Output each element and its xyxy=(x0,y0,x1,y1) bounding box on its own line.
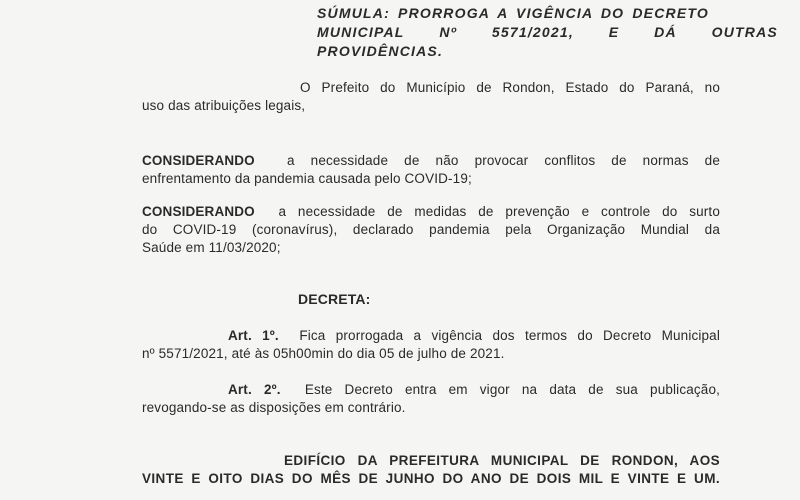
considerando-2-keyword: CONSIDERANDO xyxy=(142,204,255,219)
sumula-word-number: 5571/2021, xyxy=(491,24,574,40)
sumula-text-3: PROVIDÊNCIAS. xyxy=(317,43,444,59)
considerando-2-text-2: do COVID-19 (coronavírus), declarado pandemia pela Organização Mundial da xyxy=(142,222,720,237)
sumula-line-1 xyxy=(317,4,709,23)
considerando-1-line-2 xyxy=(142,170,472,188)
art-2-text-1: Este Decreto entra em vigor na data de sua publicação, xyxy=(304,382,720,397)
sumula-line-3 xyxy=(317,42,443,61)
art-1-text-1: Fica prorrogada a vigência dos termos do Decreto Municipal xyxy=(299,328,720,343)
sumula-word-no: Nº xyxy=(439,24,458,40)
considerando-1-line-1 xyxy=(142,152,720,170)
footer-line-2 xyxy=(142,471,720,486)
sumula-line-2 xyxy=(317,23,778,42)
art-2-line-2 xyxy=(142,399,406,417)
considerando-2-line-3 xyxy=(142,239,281,257)
considerando-1-text-2: enfrentamento da pandemia causada pelo COVID-19; xyxy=(142,171,472,186)
preamble-line-2 xyxy=(142,97,305,115)
preamble-text-1: O Prefeito do Município de Rondon, Estado do Paraná, no xyxy=(300,80,720,95)
footer-text-1: EDIFÍCIO DA PREFEITURA MUNICIPAL DE RONDON, AOS xyxy=(284,453,720,468)
considerando-2-line-2 xyxy=(142,221,720,239)
considerando-2-line-1 xyxy=(142,203,720,221)
art-2-line-1 xyxy=(228,381,720,399)
art-1-label: Art. 1º. xyxy=(228,328,279,343)
art-1-line-2 xyxy=(142,345,505,363)
decreta-heading xyxy=(298,290,371,308)
sumula-word-e: E xyxy=(608,24,620,40)
sumula-word-municipal: MUNICIPAL xyxy=(317,24,405,40)
sumula-word-da: DÁ xyxy=(654,24,677,40)
preamble-text-2: uso das atribuições legais, xyxy=(142,98,306,113)
decreta-text: DECRETA: xyxy=(298,291,371,307)
art-1-text-2: nº 5571/2021, até às 05h00min do dia 05 de julho de 2021. xyxy=(142,346,505,361)
sumula-text-1: PRORROGA A VIGÊNCIA DO DECRETO xyxy=(398,5,709,21)
considerando-2-text-1: a necessidade de medidas de prevenção e controle do surto xyxy=(278,204,720,219)
considerando-2-text-3: Saúde em 11/03/2020; xyxy=(142,240,281,255)
footer-text-2: VINTE E OITO DIAS DO MÊS DE JUNHO DO ANO DE DOIS MIL E VINTE E UM. xyxy=(142,471,720,486)
footer-line-1 xyxy=(284,453,720,468)
considerando-1-text-1: a necessidade de não provocar conflitos de normas de xyxy=(286,153,720,168)
art-2-text-2: revogando-se as disposições em contrário. xyxy=(142,400,406,415)
preamble-line-1 xyxy=(300,79,720,97)
art-2-label: Art. 2º. xyxy=(228,382,281,397)
sumula-word-outras: OUTRAS xyxy=(711,24,778,40)
considerando-1-keyword: CONSIDERANDO xyxy=(142,153,255,168)
art-1-line-1 xyxy=(228,327,720,345)
sumula-label: SÚMULA: xyxy=(317,5,390,21)
